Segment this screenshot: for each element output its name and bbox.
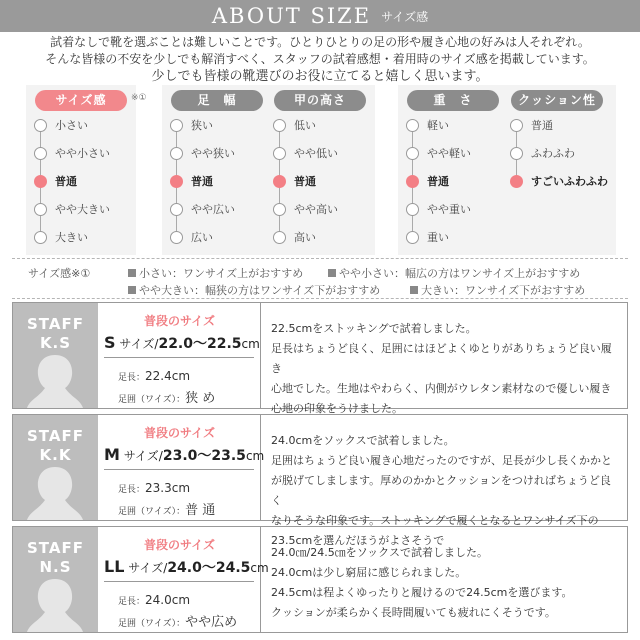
card-note: ※① — [131, 93, 147, 103]
feature-card — [398, 85, 508, 255]
usual-size-label: 普段のサイズ — [143, 314, 216, 328]
usual-size-label: 普段のサイズ — [143, 426, 216, 440]
staff-profile — [13, 303, 98, 408]
square-bullet-icon — [128, 269, 136, 277]
legend-item: 小さい：ワンサイズ上がおすすめ — [128, 265, 303, 281]
option-label: やや広い — [191, 203, 235, 216]
staff-review — [12, 526, 628, 633]
dot-icon — [170, 231, 183, 244]
dot-icon — [406, 203, 419, 216]
dot-icon — [34, 119, 47, 132]
dot-icon — [273, 203, 286, 216]
comment-line: 24.0cmは少し窮屈に感じられました。 — [271, 566, 467, 579]
banner-title: ABOUT SIZE — [211, 4, 372, 28]
option-label: 狭い — [191, 119, 213, 132]
option-label: 高い — [294, 231, 316, 244]
scale-option — [34, 202, 110, 216]
staff-name: STAFF K.K — [27, 427, 84, 464]
dashed-divider — [12, 298, 628, 299]
selected-dot-icon — [510, 175, 523, 188]
foot-width: 足囲（ワイズ）：狭 め — [118, 391, 216, 406]
scale-option — [34, 174, 77, 188]
scale-option — [170, 118, 213, 132]
staff-comment — [271, 319, 621, 419]
legend-item: やや小さい：幅広の方はワンサイズ上がおすすめ — [328, 265, 580, 281]
comment-line: 22.5cmをストッキングで試着しました。 — [271, 322, 477, 335]
option-label: やや高い — [294, 203, 338, 216]
separator — [104, 581, 254, 582]
card-title: サイズ感 — [35, 90, 127, 111]
scale-option — [273, 146, 338, 160]
option-label: 広い — [191, 231, 213, 244]
feature-card — [162, 85, 272, 255]
scale-option — [170, 146, 235, 160]
card-title: クッション性 — [511, 90, 603, 111]
dot-icon — [170, 203, 183, 216]
staff-name: STAFF K.S — [27, 315, 84, 352]
scale-option — [34, 230, 88, 244]
scale-option — [34, 146, 110, 160]
dot-icon — [406, 119, 419, 132]
card-title: 甲の高さ — [274, 90, 366, 111]
option-label: やや重い — [427, 203, 471, 216]
usual-size-value: S サイズ/22.0〜22.5cm — [104, 333, 260, 352]
staff-size-info — [98, 303, 261, 408]
selected-dot-icon — [406, 175, 419, 188]
square-bullet-icon — [128, 286, 136, 294]
dot-icon — [170, 119, 183, 132]
feature-card — [26, 85, 147, 255]
scale-option — [510, 118, 553, 132]
option-label: やや大きい — [55, 203, 110, 216]
foot-length: 足長：23.3cm — [118, 481, 191, 495]
option-label: やや軽い — [427, 147, 471, 160]
comment-line: クッションが柔らかく長時間履いても疲れにくそうです。 — [271, 606, 556, 619]
staff-name: STAFF N.S — [27, 539, 84, 576]
dot-icon — [34, 203, 47, 216]
legend-item: 大きい：ワンサイズ下がおすすめ — [410, 282, 585, 298]
square-bullet-icon — [328, 269, 336, 277]
card-title: 重 さ — [407, 90, 499, 111]
scale-option — [406, 146, 471, 160]
card-title: 足 幅 — [171, 90, 263, 111]
scale-option — [273, 230, 316, 244]
comment-line: 足長はちょうど良く、足囲にはほどよくゆとりがありちょうど良い履き — [271, 342, 612, 375]
staff-profile — [13, 527, 98, 632]
option-label: 低い — [294, 119, 316, 132]
dot-icon — [34, 231, 47, 244]
dot-icon — [273, 231, 286, 244]
staff-size-info — [98, 415, 265, 520]
selected-dot-icon — [170, 175, 183, 188]
separator — [104, 469, 254, 470]
scale-option — [170, 174, 213, 188]
staff-review — [12, 414, 628, 547]
selected-dot-icon — [273, 175, 286, 188]
scale-option — [34, 118, 88, 132]
option-label: 普通 — [55, 175, 77, 188]
scale-option — [273, 118, 316, 132]
banner-subtitle: サイズ感 — [381, 9, 429, 24]
intro-text — [0, 34, 640, 85]
staff-profile — [13, 415, 98, 520]
scale-option — [406, 174, 449, 188]
size-feature-cards — [26, 85, 616, 255]
comment-line: 24.0cmをソックスで試着しました。 — [271, 434, 455, 447]
scale-option — [273, 174, 316, 188]
dot-icon — [406, 147, 419, 160]
usual-size-label: 普段のサイズ — [143, 538, 216, 552]
person-silhouette-icon — [25, 351, 85, 412]
scale-option — [170, 202, 235, 216]
scale-option — [406, 230, 449, 244]
option-label: 普通 — [191, 175, 213, 188]
dot-icon — [170, 147, 183, 160]
feature-card — [502, 85, 616, 255]
option-label: やや小さい — [55, 147, 110, 160]
usual-size-value: M サイズ/23.0〜23.5cm — [104, 445, 265, 464]
comment-line: 足囲はちょうど良い履き心地だったのですが、足長が少し長くかかと — [271, 454, 612, 467]
foot-width: 足囲（ワイズ）：普 通 — [118, 503, 216, 518]
comment-line: 24.5cmは程よくゆったりと履けるので24.5cmを選びます。 — [271, 586, 573, 599]
option-label: 普通 — [294, 175, 316, 188]
square-bullet-icon — [410, 286, 418, 294]
option-label: すごいふわふわ — [531, 175, 608, 188]
option-label: 小さい — [55, 119, 88, 132]
legend-label: サイズ感※① — [28, 267, 91, 280]
dot-icon — [510, 147, 523, 160]
about-size-banner — [0, 0, 640, 32]
scale-option — [406, 202, 471, 216]
scale-option — [273, 202, 338, 216]
dot-icon — [406, 231, 419, 244]
intro-line: 少しでも皆様の靴選びのお役に立てると嬉しく思います。 — [151, 69, 489, 84]
selected-dot-icon — [34, 175, 47, 188]
comment-line: 24.0㎝/24.5㎝をソックスで試着しました。 — [271, 546, 489, 559]
comment-line: 心地でした。生地はやわらく、内側がウレタン素材なので優しい履き — [271, 382, 612, 395]
staff-size-info — [98, 527, 269, 632]
dot-icon — [34, 147, 47, 160]
comment-line: 心地の印象をうけました。 — [271, 402, 403, 415]
foot-length: 足長：24.0cm — [118, 593, 191, 607]
option-label: やや低い — [294, 147, 338, 160]
option-label: 大きい — [55, 231, 88, 244]
option-label: 軽い — [427, 119, 449, 132]
intro-line: そんな皆様の不安を少しでも解消すべく、スタッフの試着感想・着用時のサイズ感を掲載しています。 — [45, 52, 595, 66]
feature-card — [265, 85, 375, 255]
comment-line: なりそうな印象です。ストッキングで履くとなるとワンサイズ下の — [271, 514, 599, 527]
staff-review — [12, 302, 628, 415]
option-label: 普通 — [531, 119, 553, 132]
comment-line: 23.5cmを選んだほうがよさそうで — [271, 534, 445, 547]
option-label: ふわふわ — [531, 147, 575, 160]
legend-item: やや大きい：幅狭の方はワンサイズ下がおすすめ — [128, 282, 380, 298]
scale-option — [510, 174, 608, 188]
dot-icon — [273, 147, 286, 160]
person-silhouette-icon — [25, 575, 85, 636]
dot-icon — [510, 119, 523, 132]
separator — [104, 357, 254, 358]
dot-icon — [273, 119, 286, 132]
option-label: 普通 — [427, 175, 449, 188]
scale-option — [170, 230, 213, 244]
person-silhouette-icon — [25, 463, 85, 524]
foot-width: 足囲（ワイズ）：やや広め — [118, 615, 238, 630]
dashed-divider — [12, 258, 628, 259]
comment-line: が脱げてしまします。厚めのかかとクッションをつければちょうど良く — [271, 474, 611, 507]
scale-option — [510, 146, 575, 160]
staff-comment — [271, 543, 621, 623]
option-label: 重い — [427, 231, 449, 244]
foot-length: 足長：22.4cm — [118, 369, 191, 383]
intro-line: 試着なしで靴を選ぶことは難しいことです。ひとりひとりの足の形や履き心地の好みは人それぞれ。 — [50, 35, 590, 49]
usual-size-value: LL サイズ/24.0〜24.5cm — [104, 557, 269, 576]
option-label: やや狭い — [191, 147, 235, 160]
scale-option — [406, 118, 449, 132]
